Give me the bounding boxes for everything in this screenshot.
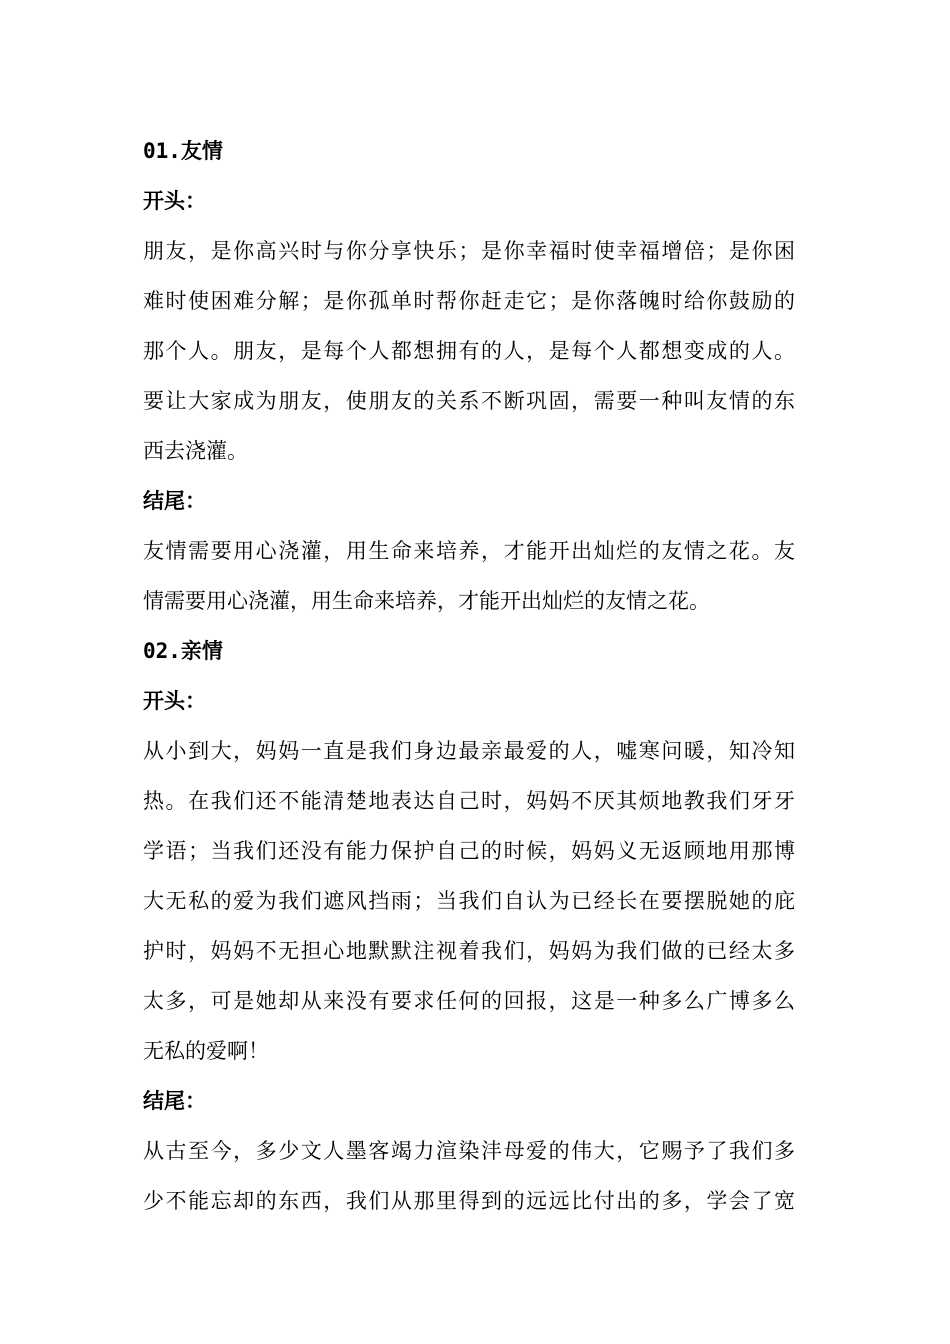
paragraph-line: 大无私的爱为我们遮风挡雨；当我们自认为已经长在要摆脱她的庇 [143, 889, 795, 913]
ending-paragraph [143, 526, 795, 626]
paragraph-line: 无私的爱啊！ [143, 1039, 269, 1063]
ending-label: 结尾： [143, 1089, 206, 1113]
paragraph-line: 难时使困难分解；是你孤单时帮你赶走它；是你落魄时给你鼓励的 [143, 289, 795, 313]
paragraph-line: 护时，妈妈不无担心地默默注视着我们，妈妈为我们做的已经太多 [143, 939, 795, 963]
opening-label: 开头： [143, 689, 206, 713]
section-title-friendship: 01.友情 [143, 139, 223, 163]
paragraph-line: 学语；当我们还没有能力保护自己的时候，妈妈义无返顾地用那博 [143, 839, 795, 863]
document-page [143, 126, 795, 1226]
paragraph-line: 热。在我们还不能清楚地表达自己时，妈妈不厌其烦地教我们牙牙 [143, 789, 795, 813]
paragraph-line: 那个人。朋友，是每个人都想拥有的人，是每个人都想变成的人。 [143, 339, 795, 363]
ending-label: 结尾： [143, 489, 206, 513]
paragraph-line: 西去浇灌。 [143, 439, 248, 463]
paragraph-line: 情需要用心浇灌，用生命来培养，才能开出灿烂的友情之花。 [143, 589, 710, 613]
opening-label: 开头： [143, 189, 206, 213]
ending-paragraph [143, 1126, 795, 1226]
paragraph-line: 从小到大，妈妈一直是我们身边最亲最爱的人，嘘寒问暖，知冷知 [143, 739, 795, 763]
paragraph-line: 友情需要用心浇灌，用生命来培养，才能开出灿烂的友情之花。友 [143, 539, 795, 563]
opening-paragraph [143, 226, 795, 476]
section-title-family: 02.亲情 [143, 639, 223, 663]
opening-paragraph [143, 726, 795, 1076]
paragraph-line: 太多，可是她却从来没有要求任何的回报，这是一种多么广博多么 [143, 989, 795, 1013]
paragraph-line: 要让大家成为朋友，使朋友的关系不断巩固，需要一种叫友情的东 [143, 389, 795, 413]
paragraph-line: 少不能忘却的东西，我们从那里得到的远远比付出的多，学会了宽 [143, 1189, 795, 1213]
paragraph-line: 从古至今，多少文人墨客竭力渲染沣母爱的伟大，它赐予了我们多 [143, 1139, 795, 1163]
paragraph-line: 朋友，是你高兴时与你分享快乐；是你幸福时使幸福增倍；是你困 [143, 239, 795, 263]
